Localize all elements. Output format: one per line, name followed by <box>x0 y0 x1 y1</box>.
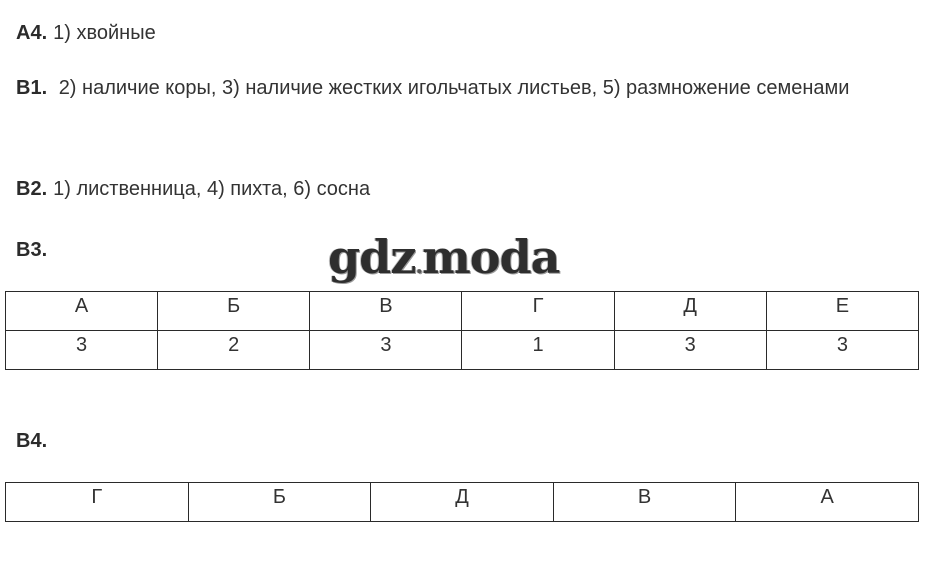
b3-header-row <box>6 292 919 331</box>
answer-b4-label: B4. <box>16 430 48 452</box>
b3-value-row <box>6 331 919 370</box>
b3-header-cell: Д <box>614 292 766 331</box>
watermark-part-2: moda <box>422 230 560 284</box>
answer-a4 <box>16 21 156 45</box>
b3-value-cell: 2 <box>158 331 310 370</box>
answer-b1 <box>16 69 908 107</box>
b3-value-cell: 3 <box>6 331 158 370</box>
answer-a4-text: 1) хвойные <box>53 22 156 44</box>
b4-value-row <box>6 483 919 522</box>
b3-answer-table <box>5 291 919 370</box>
b3-header-cell: А <box>6 292 158 331</box>
b4-value-cell: Г <box>6 483 189 522</box>
b3-header-cell: Е <box>766 292 918 331</box>
answer-b2-label: B2. <box>16 178 48 200</box>
b3-header-cell: В <box>310 292 462 331</box>
answer-a4-label: A4. <box>16 22 48 44</box>
b4-answer-table <box>5 482 919 522</box>
answer-b2 <box>16 177 370 201</box>
watermark-logo <box>328 232 559 291</box>
answer-b3-label: B3. <box>16 239 48 261</box>
b4-value-cell: В <box>553 483 736 522</box>
answer-b4 <box>16 429 53 453</box>
b3-value-cell: 3 <box>310 331 462 370</box>
b3-value-cell: 3 <box>766 331 918 370</box>
b3-header-cell: Б <box>158 292 310 331</box>
b3-header-cell: Г <box>462 292 614 331</box>
answer-b3 <box>16 238 53 262</box>
answer-b2-text: 1) лиственница, 4) пихта, 6) сосна <box>53 178 371 200</box>
b3-value-cell: 1 <box>462 331 614 370</box>
watermark-part-1: gdz <box>328 230 416 284</box>
watermark-dot: . <box>415 253 423 279</box>
b4-value-cell: Б <box>188 483 371 522</box>
answer-b1-label: B1. <box>16 77 48 99</box>
b3-value-cell: 3 <box>614 331 766 370</box>
answer-b1-text: 2) наличие коры, 3) наличие жестких игольчатых листьев, 5) размножение семенами <box>58 77 850 99</box>
b4-value-cell: А <box>736 483 919 522</box>
b4-value-cell: Д <box>371 483 554 522</box>
